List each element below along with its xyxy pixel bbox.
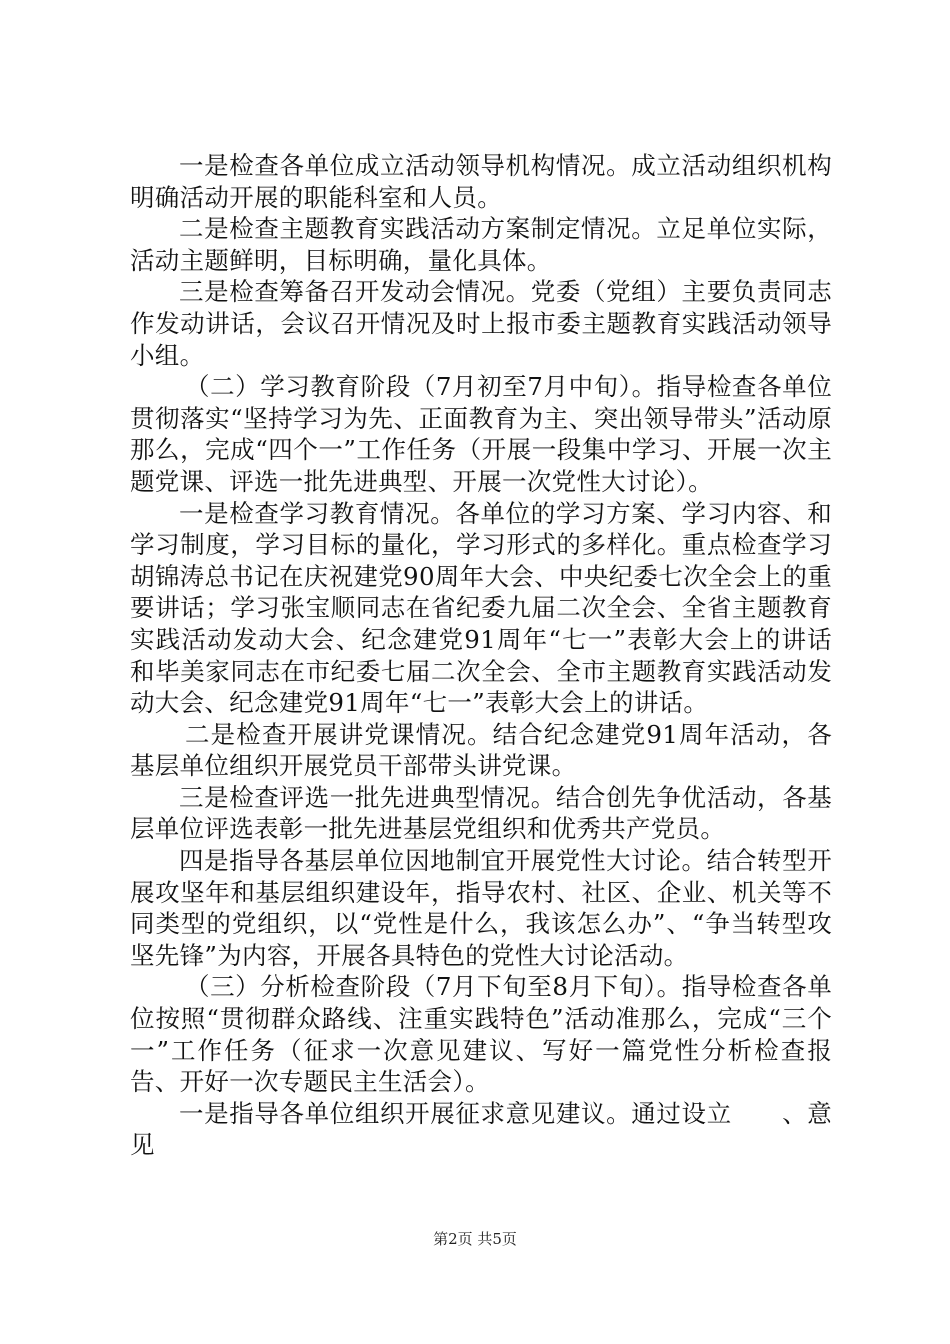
paragraph-analysis-check-stage: （三）分析检查阶段（7月下旬至8月下旬）。指导检查各单位按照“贯彻群众路线、注重实践特色”活动准那么，完成“三个一”工作任务（征求一次意见建议、写好一篇党性分析检查报告、开好一次专题民主生活会）。	[130, 972, 832, 1097]
paragraph-check-model-selection: 三是检查评选一批先进典型情况。结合创先争优活动，各基层单位评选表彰一批先进基层党组织和优秀共产党员。	[130, 782, 832, 844]
paragraph-check-mobilization-meeting: 三是检查筹备召开发动会情况。党委（党组）主要负责同志作发动讲话，会议召开情况及时上报市委主题教育实践活动领导小组。	[130, 277, 832, 370]
document-body	[130, 150, 832, 1161]
paragraph-study-education-stage: （二）学习教育阶段（7月初至7月中旬）。指导检查各单位贯彻落实“坚持学习为先、正面教育为主、突出领导带头”活动原那么，完成“四个一”工作任务（开展一段集中学习、开展一次主题党课、评选一批先进典型、开展一次党性大讨论）。	[130, 372, 832, 496]
paragraph-check-activity-plan: 二是检查主题教育实践活动方案制定情况。立足单位实际，活动主题鲜明，目标明确，量化具体。	[130, 214, 832, 275]
page-number-footer: 第2页 共5页	[433, 1230, 517, 1248]
paragraph-check-leadership-org: 一是检查各单位成立活动领导机构情况。成立活动组织机构明确活动开展的职能科室和人员。	[130, 151, 832, 212]
paragraph-guide-collect-opinions: 一是指导各单位组织开展征求意见建议。通过设立 、意见	[130, 1098, 832, 1160]
paragraph-check-study-education: 一是检查学习教育情况。各单位的学习方案、学习内容、和学习制度，学习目标的量化，学习形式的多样化。重点检查学习胡锦涛总书记在庆祝建党90周年大会、中央纪委七次全会上的重要讲话；学习张宝顺同志在省纪委九届二次全会、全省主题教育实践活动发动大会、纪念建党91周年“七一”表彰大会上的讲话和毕美家同志在市纪委七届二次全会、全市主题教育实践活动发动大会、纪念建党91周年“七一”表彰大会上的讲话。	[130, 498, 832, 718]
paragraph-guide-party-discussion: 四是指导各基层单位因地制宜开展党性大讨论。结合转型开展攻坚年和基层组织建设年，指导农村、社区、企业、机关等不同类型的党组织，以“党性是什么，我该怎么办”、“争当转型攻坚先锋”为内容，开展各具特色的党性大讨论活动。	[130, 846, 832, 970]
paragraph-check-party-lecture: 二是检查开展讲党课情况。结合纪念建党91周年活动，各基层单位组织开展党员干部带头讲党课。	[130, 719, 832, 781]
